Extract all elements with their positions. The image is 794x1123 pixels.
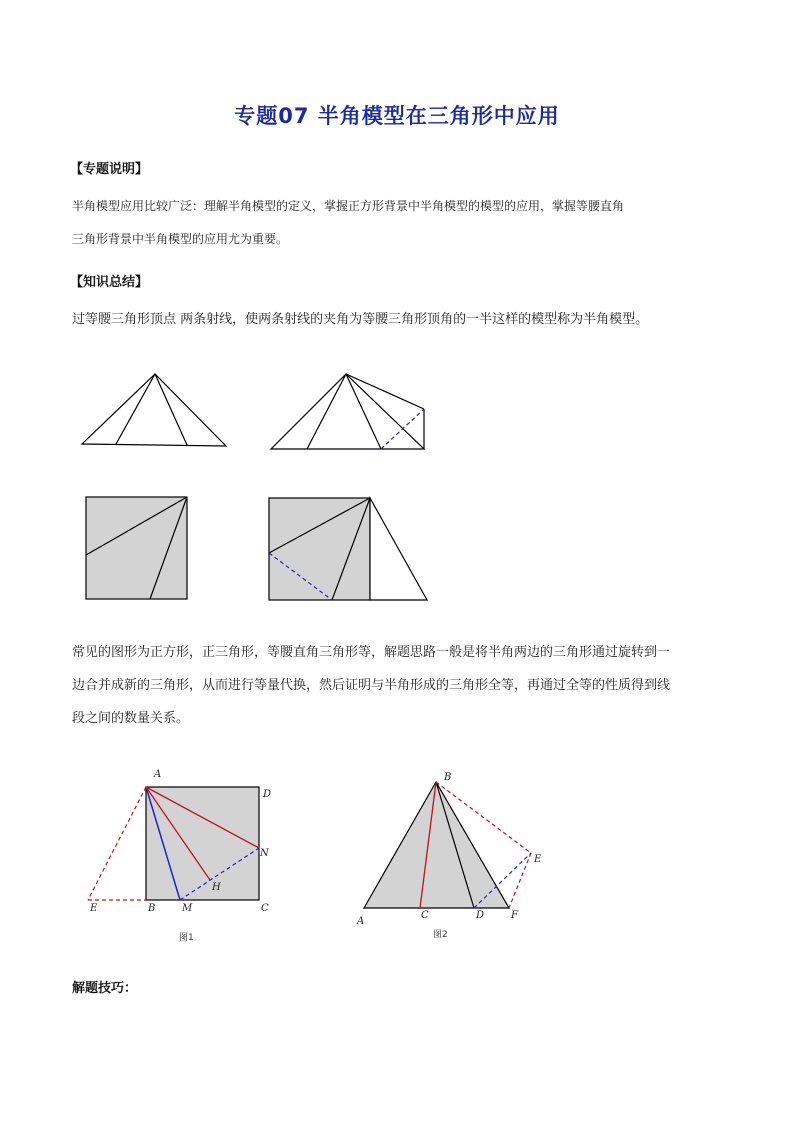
explanation-line: 常见的图形为正方形，正三角形，等腰直角三角形等，解题思路一般是将半角两边的三角形通过旋转到一: [72, 645, 671, 660]
triangle-figure-2: [271, 374, 424, 449]
description-line: 三角形背景中半角模型的应用尤为重要。: [72, 232, 289, 246]
square-figure-1: [86, 497, 187, 599]
explanation-line: 段之间的数量关系。: [72, 711, 190, 726]
explanation-paragraph: [72, 636, 722, 735]
section-heading-summary: 【知识总结】: [70, 275, 149, 290]
point-label-e: E: [534, 854, 542, 865]
triangle-figure-1: [82, 374, 226, 446]
definition-paragraph: 过等腰三角形顶点 两条射线，使两条射线的夹角为等腰三角形顶角的一半这样的模型称为半角模型。: [72, 312, 649, 327]
point-label-b: B: [148, 903, 156, 914]
point-label-d: D: [476, 910, 485, 921]
geometry-figure-2: [356, 772, 542, 940]
point-label-d: D: [263, 789, 272, 800]
point-label-m: M: [182, 903, 193, 914]
point-label-f: F: [511, 910, 518, 921]
point-label-c: C: [421, 910, 429, 921]
point-label-b: B: [444, 772, 452, 783]
explanation-line: 边合并成新的三角形，从而进行等量代换，然后证明与半角形成的三角形全等，再通过全等的性质得到线: [72, 678, 671, 693]
point-label-e: E: [90, 903, 98, 914]
point-label-c: C: [261, 903, 269, 914]
figure-1-caption: 图1: [179, 933, 194, 943]
point-label-a: A: [154, 769, 162, 780]
point-label-h: H: [212, 882, 221, 893]
square-figure-2: [269, 498, 427, 600]
geometry-figure-1: [88, 769, 271, 943]
page-title: 专题07 半角模型在三角形中应用: [234, 104, 560, 128]
point-label-n: N: [260, 848, 269, 859]
description-line: 半角模型应用比较广泛：理解半角模型的定义，掌握正方形背景中半角模型的模型的应用，掌握等腰直角: [72, 199, 625, 213]
section-heading-description: 【专题说明】: [70, 162, 149, 177]
figure-2-caption: 图2: [433, 930, 448, 940]
section-heading-tips: 解题技巧：: [72, 981, 138, 996]
point-label-a: A: [357, 916, 365, 927]
